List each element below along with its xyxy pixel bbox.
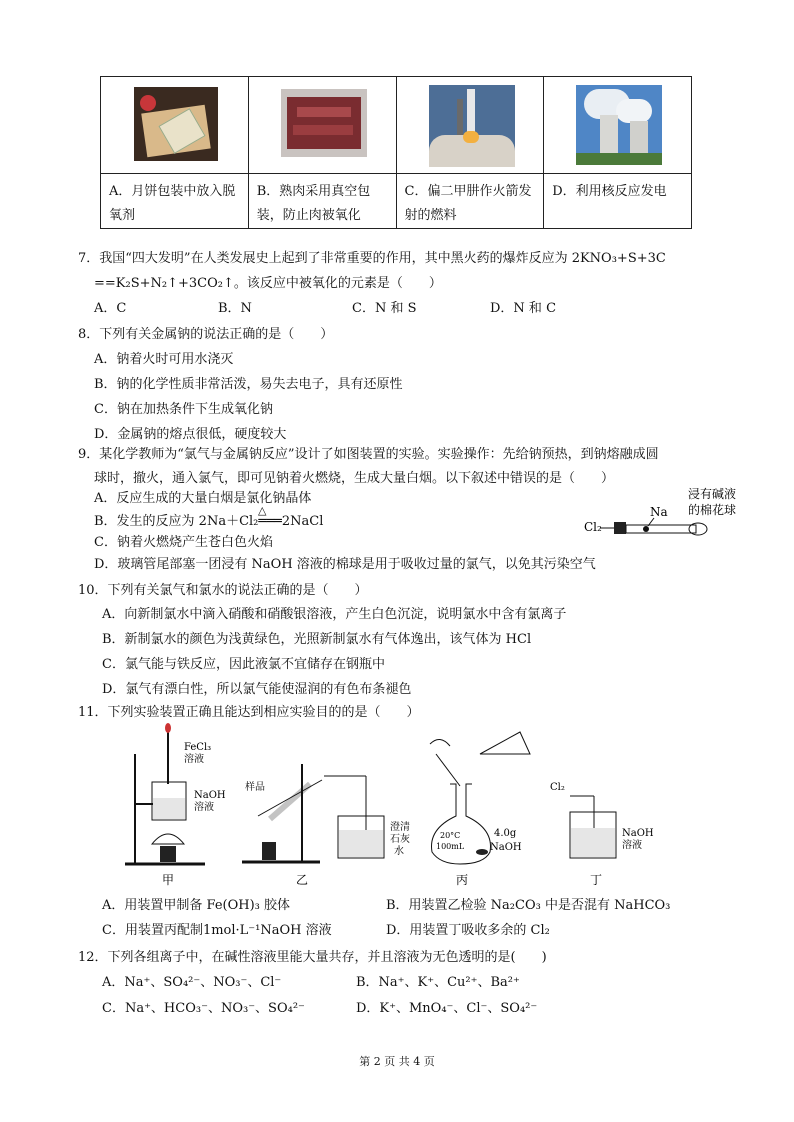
q6-option-c-caption: C．偏二甲肼作火箭发射的燃料: [396, 174, 544, 229]
vacuum-meat-icon: [281, 89, 367, 157]
apparatus-bing: [430, 732, 530, 887]
q7-option-c: C．N 和 S: [352, 301, 417, 316]
bing-mass-label: 4.0g: [494, 828, 517, 839]
apparatus-ding-label: 丁: [590, 873, 603, 887]
q12-option-d: D．K⁺、MnO₄⁻、Cl⁻、SO₄²⁻: [356, 1001, 538, 1016]
jia-naoh-label-2: 溶液: [194, 802, 214, 813]
q12-stem: 12．下列各组离子中，在碱性溶液里能大量共存，并且溶液为无色透明的是( ): [78, 950, 547, 965]
apparatus-bing-label: 丙: [456, 873, 469, 887]
q9-option-d: D．玻璃管尾部塞一团浸有 NaOH 溶液的棉球是用于吸收过量的氯气，以免其污染空气: [94, 557, 596, 572]
apparatus-ding: [550, 782, 654, 887]
q11-stem: 11．下列实验装置正确且能达到相应实验目的的是（ ）: [78, 705, 420, 720]
jia-fecl3-label-2: 溶液: [184, 754, 204, 765]
q6-option-a-caption: A．月饼包装中放入脱氧剂: [101, 174, 249, 229]
page-footer: 第 2 页 共 4 页: [359, 1055, 435, 1068]
jia-naoh-label: NaOH: [194, 790, 226, 801]
q9-fig-cotton-label-1: 浸有碱液: [688, 487, 737, 501]
apparatus-yi-label: 乙: [296, 873, 309, 887]
q8-option-d: D．金属钠的熔点很低，硬度较大: [94, 427, 287, 442]
nuclear-plant-icon: [576, 85, 662, 165]
q12-option-a: A．Na⁺、SO₄²⁻、NO₃⁻、Cl⁻: [102, 975, 282, 990]
apparatus-jia: [125, 723, 226, 887]
q11-option-c: C．用装置丙配制1mol·L⁻¹NaOH 溶液: [102, 923, 332, 938]
yi-limewater-label-2: 石灰: [390, 834, 410, 845]
q8-option-b: B．钠的化学性质非常活泼，易失去电子，具有还原性: [94, 377, 403, 392]
bing-temp-label: 20°C: [440, 831, 461, 840]
q9-fig-stopper: [614, 522, 626, 534]
q9-option-c: C．钠着火燃烧产生苍白色火焰: [94, 535, 273, 550]
q10-option-d: D．氯气有漂白性，所以氯气能使湿润的有色布条褪色: [102, 682, 412, 697]
q9-stem-line1: 9．某化学教师为“氯气与金属钠反应”设计了如图装置的实验。实验操作：先给钠预热，到钠熔融成圆: [78, 447, 659, 462]
q9-fig-cl2-label: Cl₂: [584, 520, 602, 534]
q9-fig-cotton-label-2: 的棉花球: [688, 503, 737, 517]
q7-option-a: A．C: [94, 301, 127, 316]
q9-stem-line2: 球时，撤火，通入氯气，即可见钠着火燃烧，生成大量白烟。以下叙述中错误的是（ ）: [94, 471, 615, 486]
q10-option-a: A．向新制氯水中滴入硝酸和硝酸银溶液，产生白色沉淀，说明氯水中含有氯离子: [102, 607, 567, 622]
q9-delta-symbol: △: [258, 504, 267, 517]
q9-fig-na-label: Na: [650, 505, 668, 519]
q9-fig-cotton-ball: [689, 523, 707, 535]
q11-option-a: A．用装置甲制备 Fe(OH)₃ 胶体: [102, 898, 291, 913]
q11-option-d: D．用装置丁吸收多余的 Cl₂: [386, 923, 550, 938]
q6-options-table: [100, 76, 692, 229]
apparatus-yi: [242, 764, 410, 887]
q10-option-b: B．新制氯水的颜色为浅黄绿色，光照新制氯水有气体逸出，该气体为 HCl: [102, 632, 532, 647]
bing-naoh-label: NaOH: [490, 842, 522, 853]
q9-fig-sodium: [643, 526, 649, 532]
q8-option-c: C．钠在加热条件下生成氧化钠: [94, 402, 273, 417]
apparatus-jia-label: 甲: [162, 873, 175, 887]
q6-option-d-image-cell: [544, 77, 692, 174]
ding-cl2-label: Cl₂: [550, 782, 565, 793]
q7-stem-line1: 7．我国“四大发明”在人类发展史上起到了非常重要的作用，其中黑火药的爆炸反应为 2KNO₃+S+3C: [78, 251, 666, 266]
ding-naoh-label-2: 溶液: [622, 840, 642, 851]
q10-option-c: C．氯气能与铁反应，因此液氯不宜储存在钢瓶中: [102, 657, 385, 672]
q6-option-b-image-cell: [248, 77, 396, 174]
q7-stem-line2: ==K₂S+N₂↑+3CO₂↑。该反应中被氧化的元素是（ ）: [94, 276, 442, 291]
q10-stem: 10．下列有关氯气和氯水的说法正确的是（ ）: [78, 583, 368, 598]
q8-stem: 8．下列有关金属钠的说法正确的是（ ）: [78, 327, 334, 342]
q6-option-a-image-cell: [101, 77, 249, 174]
yi-limewater-label-3: 水: [394, 846, 404, 857]
q9-apparatus-figure: [578, 486, 737, 556]
rocket-launch-icon: [429, 85, 515, 167]
mooncake-package-icon: [134, 87, 218, 161]
ding-naoh-label: NaOH: [622, 828, 654, 839]
q6-option-b-caption: B．熟肉采用真空包装，防止肉被氧化: [248, 174, 396, 229]
q7-option-b: B．N: [218, 301, 252, 316]
q12-option-c: C．Na⁺、HCO₃⁻、NO₃⁻、SO₄²⁻: [102, 1001, 305, 1016]
yi-limewater-label-1: 澄清: [390, 822, 410, 833]
q12-option-b: B．Na⁺、K⁺、Cu²⁺、Ba²⁺: [356, 975, 520, 990]
bing-volume-label: 100mL: [436, 842, 465, 851]
q11-option-b: B．用装置乙检验 Na₂CO₃ 中是否混有 NaHCO₃: [386, 898, 671, 913]
q6-option-d-caption: D．利用核反应发电: [544, 174, 692, 229]
q9-option-a: A．反应生成的大量白烟是氯化钠晶体: [94, 491, 312, 506]
q6-option-c-image-cell: [396, 77, 544, 174]
q7-option-d: D．N 和 C: [490, 301, 557, 316]
q9-fig-glass-tube: [626, 525, 696, 533]
q11-apparatus-figure: [110, 724, 690, 892]
yi-sample-label: 样品: [245, 782, 265, 793]
q9-option-b: B．发生的反应为 2Na＋Cl₂═══2NaCl: [94, 514, 324, 529]
jia-fecl3-label: FeCl₃: [184, 742, 212, 753]
q8-option-a: A．钠着火时可用水浇灭: [94, 352, 234, 367]
